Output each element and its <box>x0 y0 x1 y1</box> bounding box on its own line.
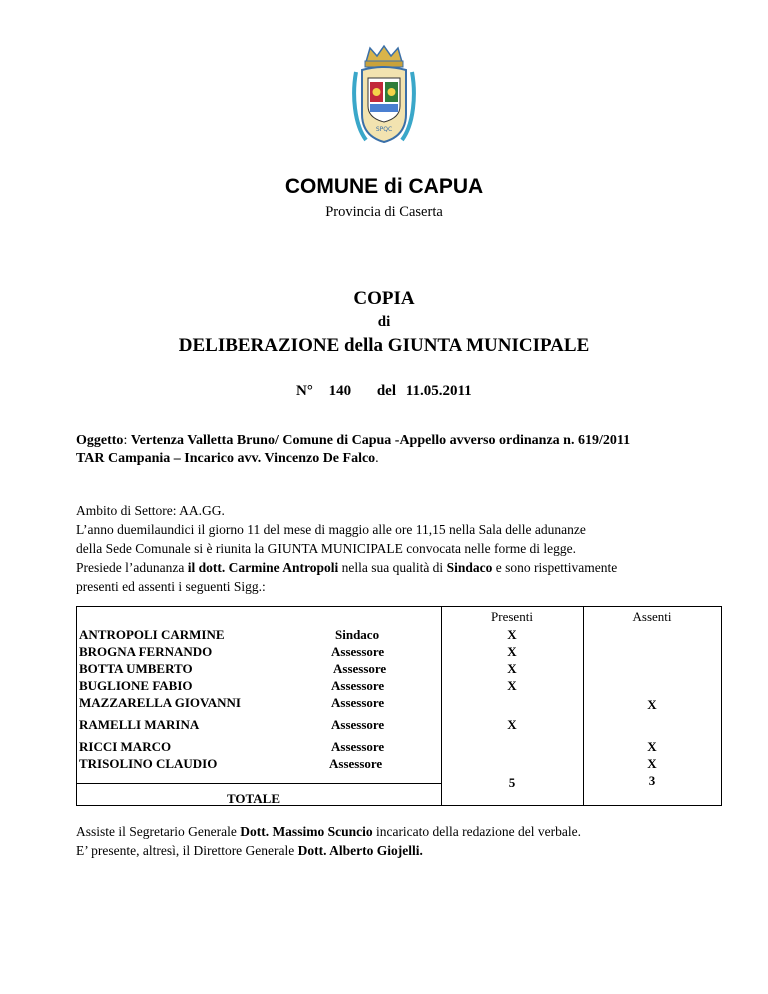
col-header-presenti: Presenti <box>491 609 533 624</box>
session-paragraph <box>76 520 716 596</box>
attendance-table <box>76 606 722 806</box>
coat-text: SPQC <box>375 126 393 133</box>
subject-block: Oggetto: Vertenza Valletta Bruno/ Comune di Capua -Appello avverso ordinanza n. 619/2011 TAR Campania – Incarico avv. Vincenzo De Falco. <box>76 433 631 466</box>
total-assenti: 3 <box>648 773 656 788</box>
table-row-name: RAMELLI MARINA <box>79 717 200 732</box>
subject-label: Oggetto <box>76 433 124 448</box>
date-label: del <box>376 383 397 399</box>
deliberation-number-line <box>296 383 472 400</box>
president-name: il dott. Carmine Antropoli <box>187 560 339 575</box>
paragraph-text: Presiede l’adunanza <box>76 560 188 575</box>
table-row-role: Assessore <box>331 739 385 754</box>
table-row-role: Assessore <box>331 644 385 659</box>
subject-line1: Vertenza Valletta Bruno/ Comune di Capua -Appello avverso ordinanza n. 619/2011 <box>130 433 631 448</box>
table-row-name: ANTROPOLI CARMINE <box>79 627 225 642</box>
president-role: Sindaco <box>446 560 493 575</box>
doc-type-title: DELIBERAZIONE della GIUNTA MUNICIPALE <box>178 335 590 356</box>
table-row-name: MAZZARELLA GIOVANNI <box>79 695 241 710</box>
director-name: Dott. Alberto Giojelli. <box>297 843 423 858</box>
table-row-role: Assessore <box>331 717 385 732</box>
sector-scope: Ambito di Settore: AA.GG. <box>76 503 225 518</box>
paragraph-line2: della Sede Comunale si è riunita la GIUNTA MUNICIPALE convocata nelle forme di legge. <box>76 541 577 556</box>
coat-of-arms-emblem <box>352 44 416 146</box>
secretary-name: Dott. Massimo Scuncio <box>240 824 373 839</box>
table-row-name: TRISOLINO CLAUDIO <box>79 756 218 771</box>
paragraph-line3 <box>76 558 716 577</box>
doc-copia-title: COPIA <box>353 288 415 309</box>
director-line <box>76 841 736 860</box>
table-row-name: BOTTA UMBERTO <box>79 661 193 676</box>
table-row-presente: X <box>507 644 517 659</box>
table-row-presente: X <box>507 627 517 642</box>
table-row-name: BUGLIONE FABIO <box>79 678 193 693</box>
assistance-block <box>76 822 736 860</box>
assist-text: E’ presente, altresì, il Direttore Generale <box>76 843 298 858</box>
doc-di: di <box>377 314 391 330</box>
table-row-role: Assessore <box>331 678 385 693</box>
paragraph-line4: presenti ed assenti i seguenti Sigg.: <box>76 579 266 594</box>
province-name: Provincia di Caserta <box>325 204 443 220</box>
table-row-name: RICCI MARCO <box>79 739 172 754</box>
number-label: N° <box>296 383 313 399</box>
table-row-name: BROGNA FERNANDO <box>79 644 213 659</box>
total-presenti: 5 <box>508 775 516 790</box>
table-row-role: Assessore <box>329 756 383 771</box>
paragraph-text: e sono rispettivamente <box>492 560 618 575</box>
total-label: TOTALE <box>227 791 280 806</box>
table-row-assente: X <box>647 697 657 712</box>
assist-text: incaricato della redazione del verbale. <box>372 824 581 839</box>
table-row-presente: X <box>507 661 517 676</box>
municipality-name: COMUNE di CAPUA <box>284 175 484 198</box>
paragraph-text: nella sua qualità di <box>338 560 447 575</box>
table-row-role: Sindaco <box>335 627 380 642</box>
subject-line2: TAR Campania – Incarico avv. Vincenzo De Falco <box>76 451 376 466</box>
secretary-line <box>76 822 736 841</box>
table-row-assente: X <box>647 739 657 754</box>
table-divider <box>77 783 441 784</box>
table-row-assente: X <box>647 756 657 771</box>
date-value: 11.05.2011 <box>405 383 472 399</box>
assist-text: Assiste il Segretario Generale <box>76 824 241 839</box>
table-row-role: Assessore <box>333 661 387 676</box>
number-value: 140 <box>328 383 352 399</box>
table-row-presente: X <box>507 678 517 693</box>
table-row-presente: X <box>507 717 517 732</box>
table-row-role: Assessore <box>331 695 385 710</box>
col-header-assenti: Assenti <box>632 609 672 624</box>
paragraph-line1: L’anno duemilaundici il giorno 11 del mese di maggio alle ore 11,15 nella Sala delle adunanze <box>76 522 586 537</box>
